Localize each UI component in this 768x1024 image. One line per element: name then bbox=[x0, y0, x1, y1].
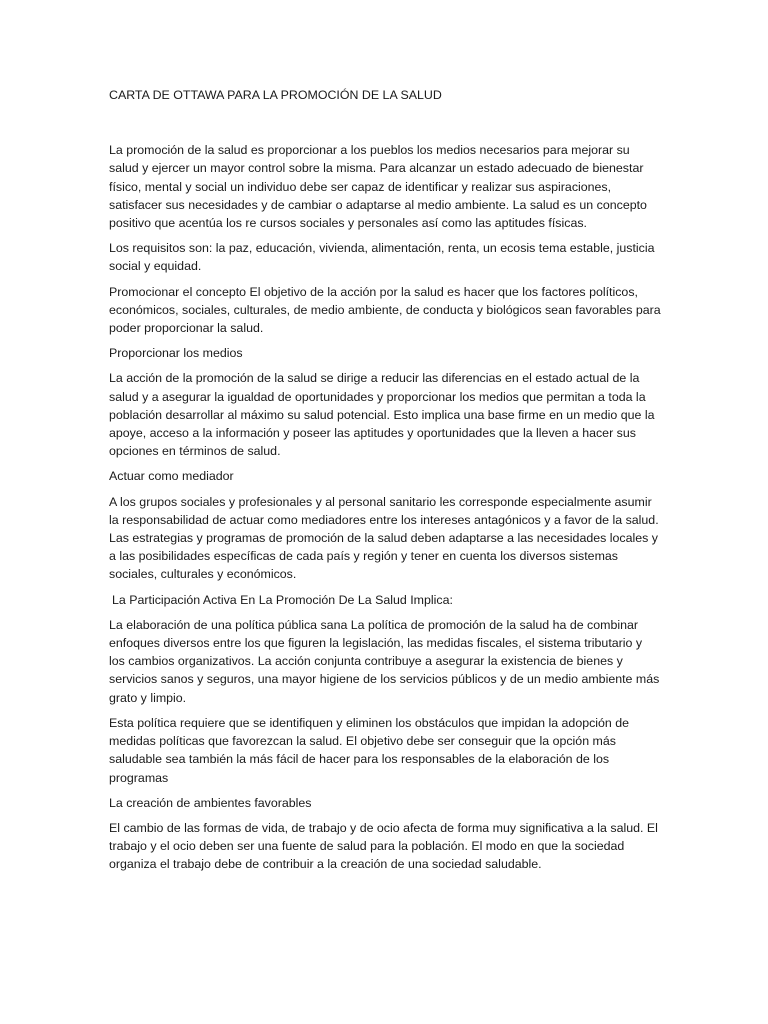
document-page bbox=[109, 86, 661, 881]
paragraph-requisitos: Los requisitos son: la paz, educación, vivienda, alimentación, renta, un ecosis tema estable, justicia social y equidad. bbox=[109, 241, 655, 274]
paragraph-politica-publica: La elaboración de una política pública sana La política de promoción de la salud ha de combinar enfoques diversos entre los que figuren la legislación, las medidas fiscales, el sistema tributario y los cambios organizativos. La acción conjunta contribuye a asegurar la existencia de bienes y servicios sanos y seguros, una mayor higiene de los servicios públicos y de un medio ambiente más grato y limpio. bbox=[109, 617, 660, 705]
paragraph-obstaculos: Esta política requiere que se identifiquen y eliminen los obstáculos que impidan la adopción de medidas políticas que favorezcan la salud. El objetivo debe ser conseguir que la opción más saludable sea también la más fácil de hacer para los responsables de la elaboración de los programas bbox=[109, 715, 630, 785]
document-title: CARTA DE OTTAWA PARA LA PROMOCIÓN DE LA SALUD bbox=[109, 88, 442, 102]
paragraph-intro: La promoción de la salud es proporcionar a los pueblos los medios necesarios para mejorar su salud y ejercer un mayor control sobre la misma. Para alcanzar un estado adecuado de bienestar físico, mental y social un individuo debe ser capaz de identificar y realizar sus aspiraciones, satisfacer sus necesidades y de cambiar o adaptarse al medio ambiente. La salud es un concepto positivo que acentúa los re cursos sociales y personales así como las aptitudes físicas. bbox=[109, 143, 647, 231]
paragraph-promocionar: Promocionar el concepto El objetivo de la acción por la salud es hacer que los factores políticos, económicos, sociales, culturales, de medio ambiente, de conducta y biológicos sean favorables para poder proporcionar la salud. bbox=[109, 284, 661, 336]
heading-proporcionar: Proporcionar los medios bbox=[109, 346, 243, 361]
heading-ambientes: La creación de ambientes favorables bbox=[109, 795, 312, 810]
heading-participacion: La Participación Activa En La Promoción De La Salud Implica: bbox=[112, 592, 453, 607]
paragraph-mediador: A los grupos sociales y profesionales y al personal sanitario les corresponde especialmente asumir la responsabilidad de actuar como mediadores entre los intereses antagónicos y a favor de la salud. Las estrategias y programas de promoción de la salud deben adaptarse a las necesidades locales y a las posibilidades específicas de cada país y región y tener en cuenta los diversos sistemas sociales, culturales y económicos. bbox=[109, 494, 659, 582]
paragraph-ambientes: El cambio de las formas de vida, de trabajo y de ocio afecta de forma muy significativa a la salud. El trabajo y el ocio deben ser una fuente de salud para la población. El modo en que la sociedad organiza el trabajo debe de contribuir a la creación de una sociedad saludable. bbox=[109, 820, 658, 872]
heading-mediador: Actuar como mediador bbox=[109, 469, 234, 484]
paragraph-proporcionar: La acción de la promoción de la salud se dirige a reducir las diferencias en el estado actual de la salud y a asegurar la igualdad de oportunidades y proporcionar los medios que permitan a toda la población desarrollar al máximo su salud potencial. Esto implica una base firme en un medio que la apoye, acceso a la información y poseer las aptitudes y oportunidades que la lleven a hacer sus opciones en términos de salud. bbox=[109, 371, 655, 459]
